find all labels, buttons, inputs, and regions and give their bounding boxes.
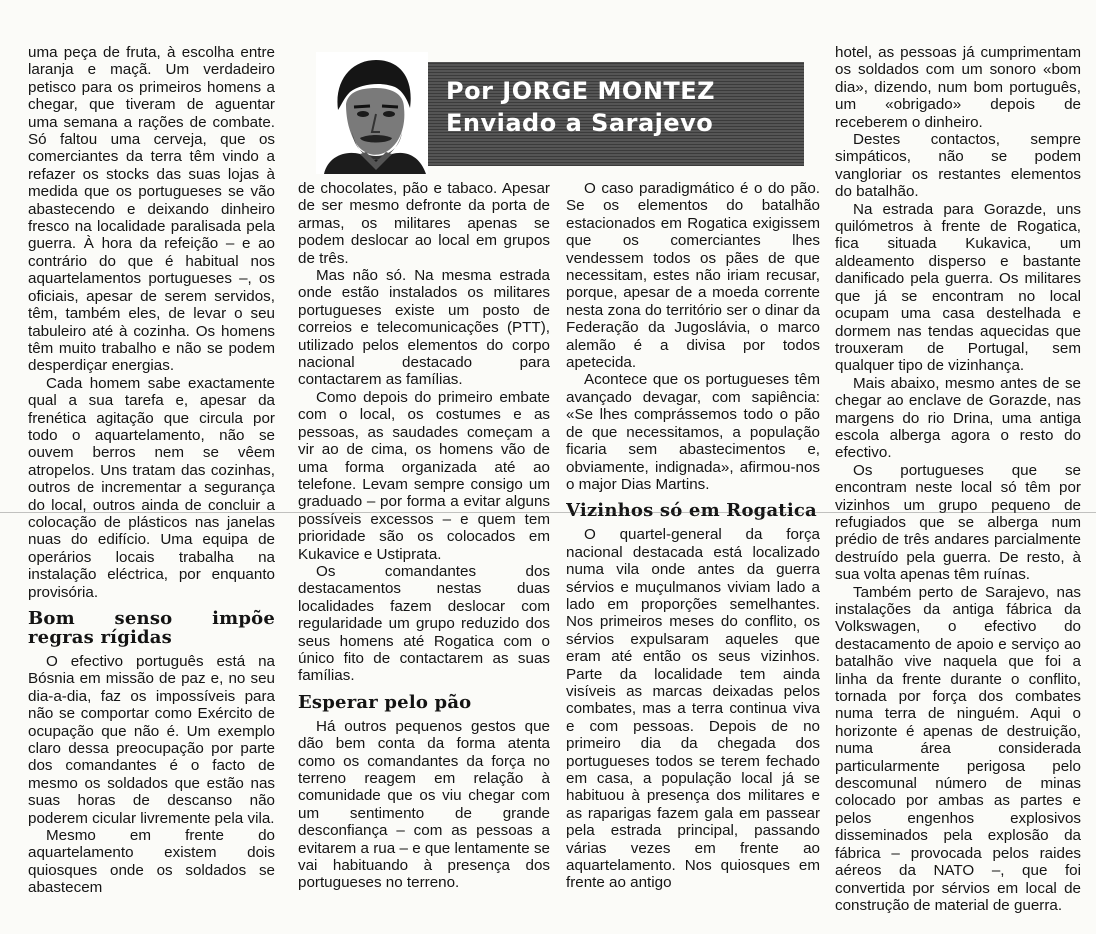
article-column-3 xyxy=(566,180,820,910)
paragraph: hotel, as pessoas já cumprimentam os soldados com um sonoro «bom dia», dizendo, num bom português, um «obrigado» depois de receberem o dinheiro. xyxy=(835,44,1081,131)
article-column-1 xyxy=(28,44,275,924)
author-portrait-icon xyxy=(316,52,428,174)
paragraph: O caso paradigmático é o do pão. Se os elementos do batalhão estacionados em Rogatica exigissem que os comerciantes lhes vendessem todos os pães de que necessitam, estes não iriam recusar, porque, apesar de a moeda corrente nesta zona do território ser o dinar da Federação da Jugoslávia, o marco alemão é a divisa por todos apetecida. xyxy=(566,180,820,372)
author-name: Por JORGE MONTEZ xyxy=(446,77,716,105)
paragraph: de chocolates, pão e tabaco. Apesar de ser mesmo defronte da porta de armas, os militares apenas se podem deslocar ao local em grupos de três. xyxy=(298,180,550,267)
author-role: Enviado a Sarajevo xyxy=(446,109,714,137)
paragraph: Mesmo em frente do aquartelamento existem dois quiosques onde os soldados se abastecem xyxy=(28,827,275,897)
paragraph: Destes contactos, sempre simpáticos, não se podem vangloriar os restantes elementos do batalhão. xyxy=(835,131,1081,201)
paragraph: uma peça de fruta, à escolha entre laranja e maçã. Um verdadeiro petisco para os primeiros homens a chegar, que tiveram de aguentar uma semana a rações de combate. Só faltou uma cerveja, que os comerciantes da terra têm vindo a refazer os stocks das suas lojas à medida que os portugueses se vão abastecendo e deixando dinheiro fresco na localidade paralisada pela guerra. À hora da refeição – e ao contrário do que é habitual nos aquartelamentos portugueses –, os oficiais, apesar de serem servidos, têm, também eles, de levar o seu tabuleiro até à cozinha. Os homens têm muito trabalho e não se podem desperdiçar energias. xyxy=(28,44,275,375)
byline-box xyxy=(298,52,804,174)
paragraph: Os portugueses que se encontram neste local só têm por vizinhos um grupo pequeno de refugiados que se alberga num prédio de três andares parcialmente destruído pela guerra. De resto, à sua volta apenas têm ruínas. xyxy=(835,461,1081,584)
paragraph: O quartel-general da força nacional destacada está localizado numa vila onde antes da guerra sérvios e muçulmanos viviam lado a lado em proporções semelhantes. Nos primeiros meses do conflito, os sérvios expulsaram aqueles que eram até então os seus vizinhos. Parte da localidade tem ainda visíveis as marcas deixadas pelos combates, mas a terra continua viva e com pessoas. Depois de no primeiro dia da chegada dos portugueses todos se terem fechado em casa, a população local já se habituou à presença dos militares e as raparigas fazem gala em passear pela estrada principal, passando várias vezes em frente ao aquartelamento. Nos quiosques em frente ao antigo xyxy=(566,526,820,892)
section-heading: Bom senso impõe regras rígidas xyxy=(28,608,275,648)
paragraph: Os comandantes dos destacamentos nestas duas localidades fazem deslocar com regularidade um grupo reduzido dos seus homens até Rogatica com o único fito de contactarem as suas famílias. xyxy=(298,562,550,685)
paragraph: Há outros pequenos gestos que dão bem conta da forma atenta como os comandantes da força no terreno reagem em relação à comunidade que os viu chegar com um sentimento de grande desconfiança – com as pessoas a evitarem a rua – e que lentamente se vai habituando à presença dos portugueses no terreno. xyxy=(298,717,550,892)
scan-line xyxy=(0,512,1096,513)
paragraph: Cada homem sabe exactamente qual a sua tarefa e, apesar da frenética agitação que circula por todo o aquartelamento, não se ouvem berros nem se vêem atropelos. Uns tratam das cozinhas, outros de incrementar a segurança do local, outros ainda de concluir a colocação de plásticos nas janelas nuas do edifício. Uma equipa de operários locais trabalha na instalação eléctrica, por enquanto provisória. xyxy=(28,374,275,601)
paragraph: Mas não só. Na mesma estrada onde estão instalados os militares portugueses existe um posto de correios e telecomunicações (PTT), utilizado pelos elementos do corpo nacional destacado para contactarem as famílias. xyxy=(298,267,550,389)
section-heading: Esperar pelo pão xyxy=(298,691,472,713)
paragraph: Na estrada para Gorazde, uns quilómetros à frente de Rogatica, fica situada Kukavica, um aldeamento disperso e bastante danificado pela guerra. Os militares que já se encontram no local ocupam uma casa destelhada e dormem nas tendas aquecidas que trouxeram de Portugal, sem qualquer tipo de vizinhança. xyxy=(835,200,1081,375)
paragraph: O efectivo português está na Bósnia em missão de paz e, no seu dia-a-dia, faz os impossíveis para não se comportar como Exército de ocupação que não é. Um exemplo claro dessa preocupação por parte dos comandantes é o facto de mesmo os soldados que estão nas suas horas de descanso não poderem cicular livremente pela vila. xyxy=(28,653,275,827)
paragraph: Também perto de Sarajevo, nas instalações da antiga fábrica da Volkswagen, o efectivo do destacamento de apoio e serviço ao batalhão vive naquela que foi a linha da frente durante o conflito, tornada por força dos combates numa terra de ninguém. Aqui o horizonte é apenas de destruição, numa área considerada particularmente perigosa pelo descomunal número de minas colocado por ambas as partes e pelos engenhos explosivos disseminados pela explosão da fábrica – provocada pelos raides aéreos da NATO –, que foi convertida por sérvios em local de construção de material de guerra. xyxy=(835,583,1081,914)
paragraph: Mais abaixo, mesmo antes de se chegar ao enclave de Gorazde, nas margens do rio Drina, uma antiga escola alberga agora o resto do efectivo. xyxy=(835,374,1081,462)
author-photo xyxy=(316,52,428,174)
article-column-2 xyxy=(298,180,550,910)
paragraph: Como depois do primeiro embate com o local, os costumes e as pessoas, as saudades começam a vir ao de cima, os homens vão de uma forma organizada até ao telefone. Levam sempre consigo um graduado – por forma a evitar alguns possíveis excessos – e quem tem prioridade são os colocados em Kukavice e Ustiprata. xyxy=(298,388,550,563)
section-heading: Vizinhos só em Rogatica xyxy=(566,500,817,522)
article-column-4 xyxy=(835,44,1081,914)
paragraph: Acontece que os portugueses têm avançado devagar, com sapiência: «Se lhes comprássemos todo o pão de que necessitamos, a população ficaria sem abastecimentos e, obviamente, indignada», afirmou-nos o major Dias Martins. xyxy=(566,371,820,493)
